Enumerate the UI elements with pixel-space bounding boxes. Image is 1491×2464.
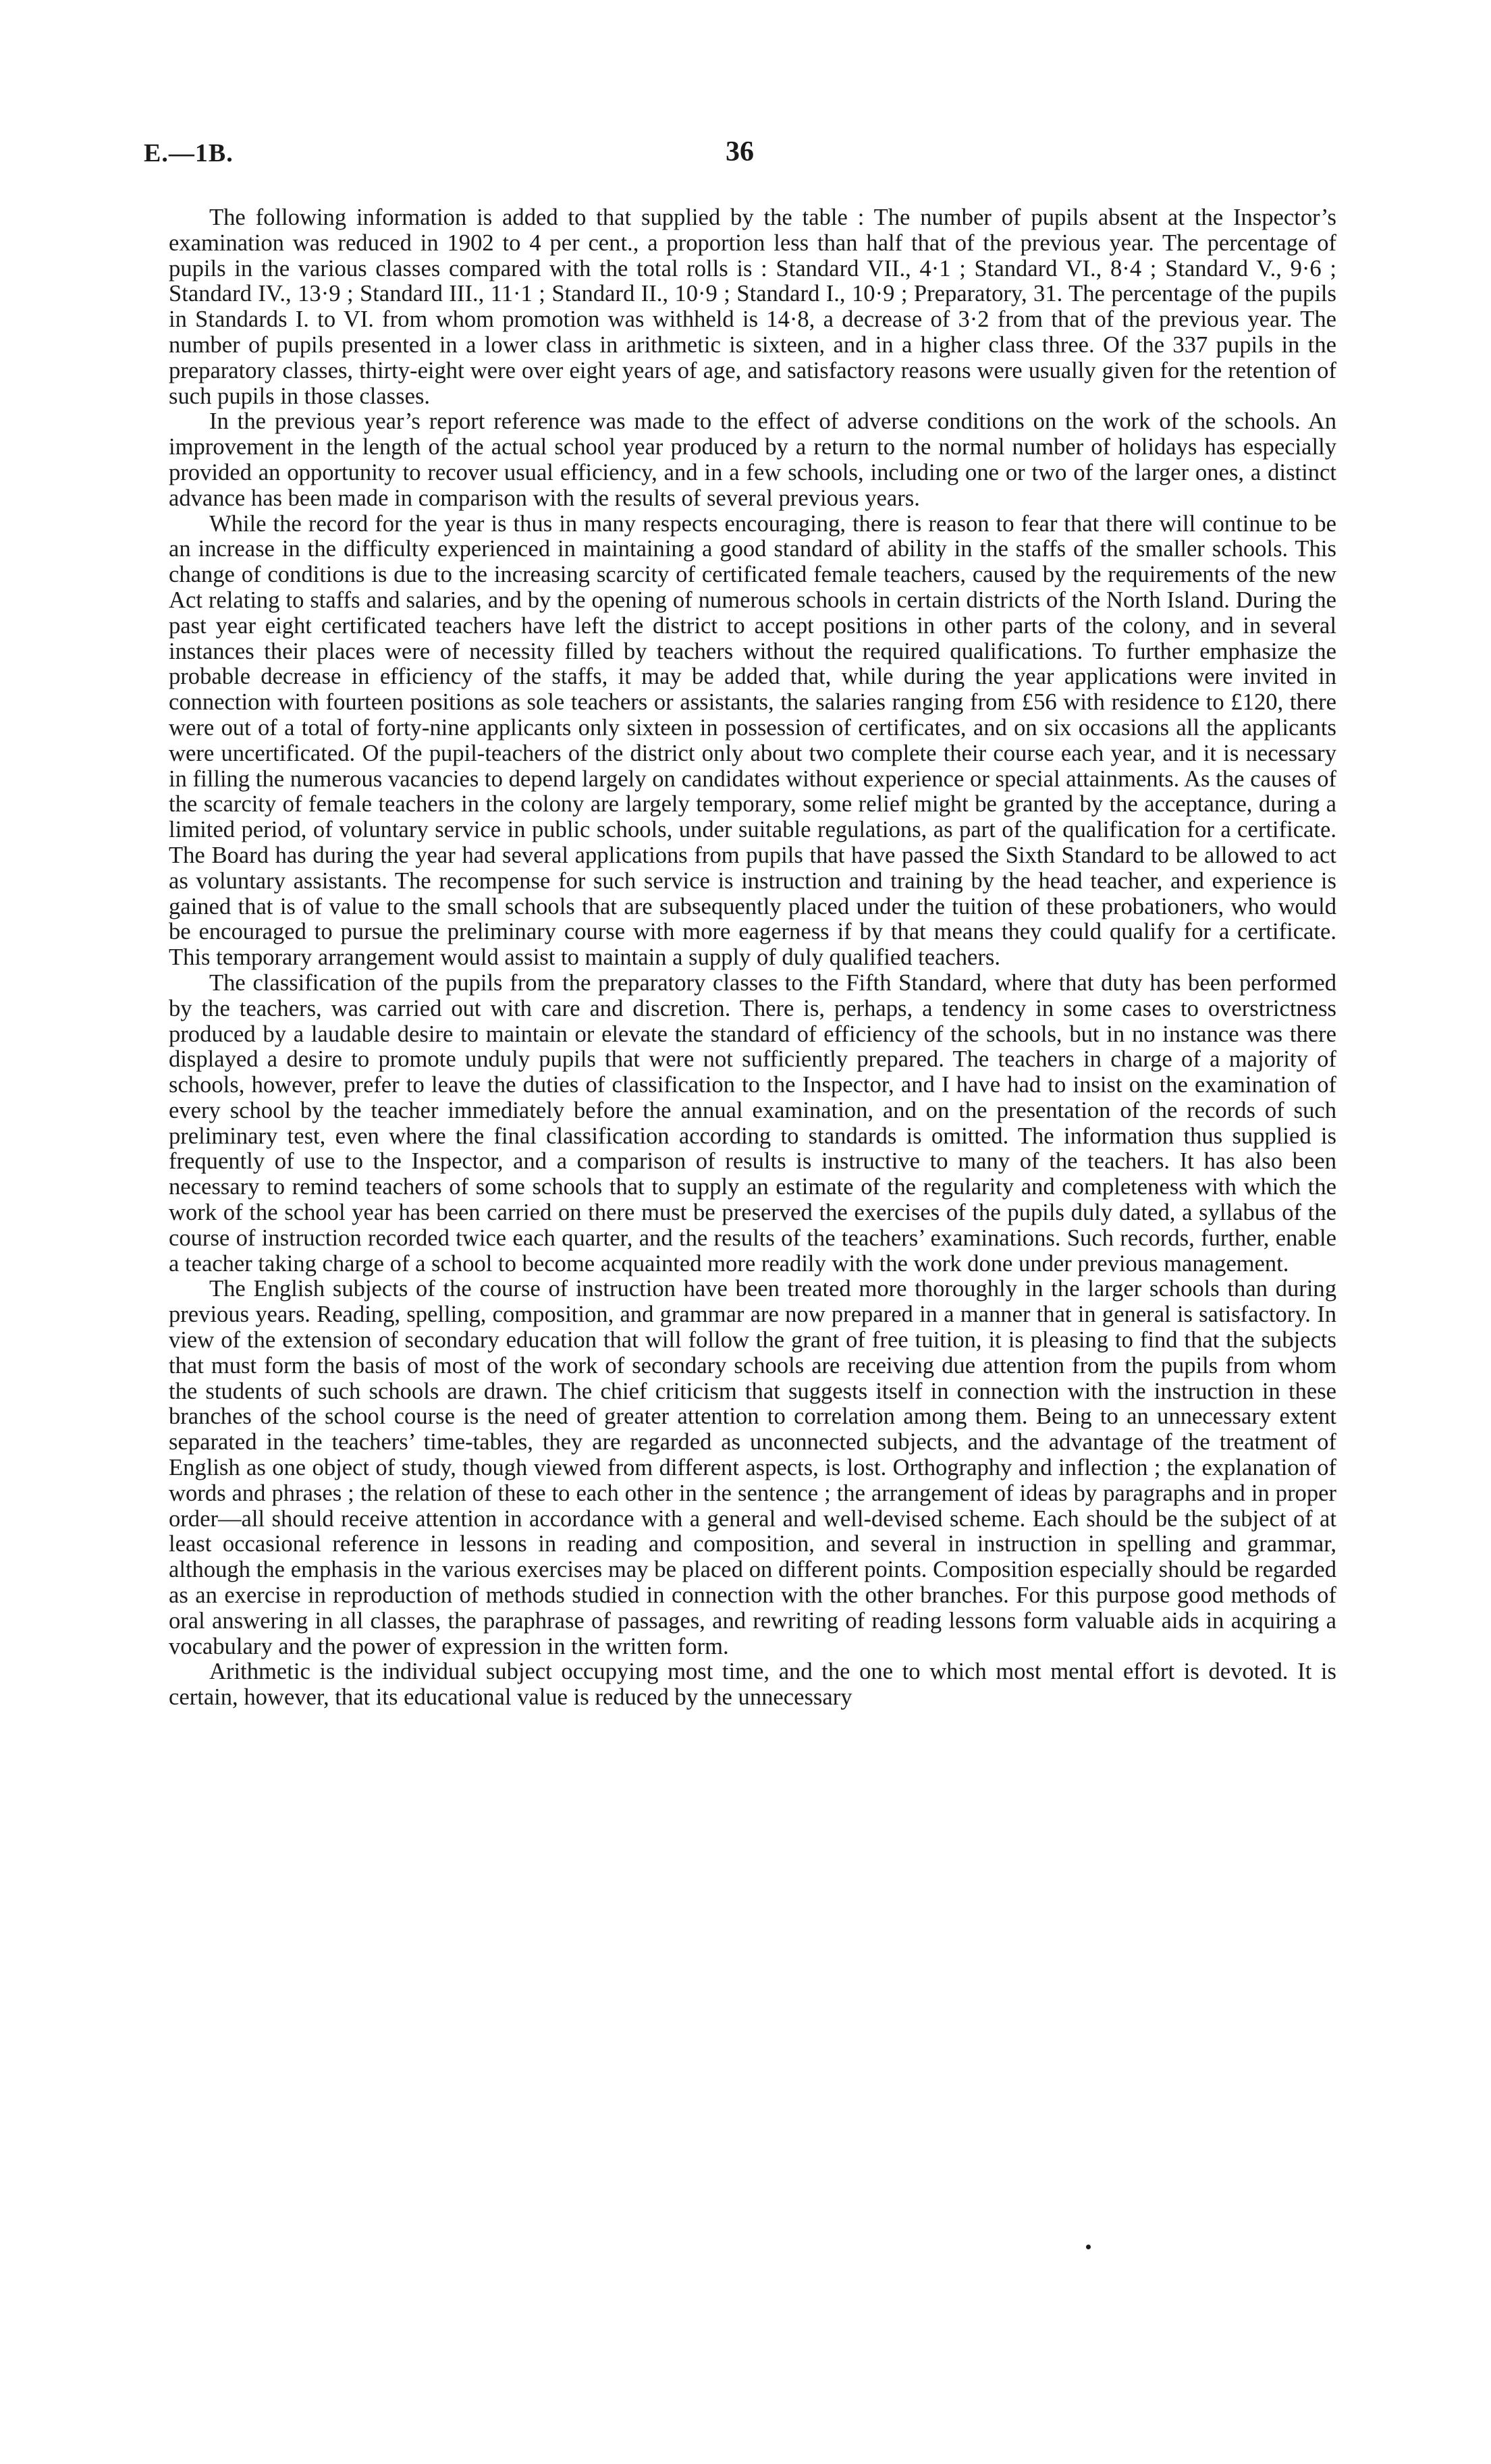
page-header	[138, 138, 1340, 179]
paragraph-english-subjects: The English subjects of the course of instruction have been treated more thoroughly in the larger schools than during previous years. Reading, spelling, composition, and grammar are now prepared in a manner that in general is satisfactory. In view of the extension of secondary education that will follow the grant of free tuition, it is pleasing to find that the subjects that must form the basis of most of the work of secondary schools are receiving due attention from the pupils from whom the students of such schools are drawn. The chief criticism that suggests itself in connection with the instruction in these branches of the school course is the need of greater attention to correlation among them. Being to an unnecessary extent separated in the teachers’ time-tables, they are regarded as unconnected subjects, and the advantage of the treatment of English as one object of study, though viewed from different aspects, is lost. Orthography and inflection ; the explanation of words and phrases ; the relation of these to each other in the sentence ; the arrangement of ideas by paragraphs and in proper order—all should receive attention in accordance with a general and well-devised scheme. Each should be the subject of at least occasional reference in lessons in reading and composition, and several in instruction in spelling and grammar, although the emphasis in the various exercises may be placed on different points. Composition especially should be regarded as an exercise in reproduction of methods studied in connection with the other branches. For this purpose good methods of oral answering in all classes, the paraphrase of passages, and rewriting of reading lessons form valuable aids in acquiring a vocabulary and the power of expression in the written form.	[169, 1276, 1336, 1659]
document-reference: E.—1B.	[144, 139, 234, 167]
page-number: 36	[726, 136, 754, 167]
paragraph-school-year-improvement: In the previous year’s report reference was made to the effect of adverse conditions on the work of the schools. An improvement in the length of the actual school year produced by a return to the normal number of holidays has especially provided an opportunity to recover usual efficiency, and in a few schools, including one or two of the larger ones, a distinct advance has been made in comparison with the results of several previous years.	[169, 408, 1336, 511]
paragraph-absence-statistics: The following information is added to that supplied by the table : The number of pupils absent at the Inspector’s examination was reduced in 1902 to 4 per cent., a proportion less than half that of the previous year. The percentage of pupils in the various classes compared with the total rolls is : Standard VII., 4·1 ; Standard VI., 8·4 ; Standard V., 9·6 ; Standard IV., 13·9 ; Standard III., 11·1 ; Standard II., 10·9 ; Standard I., 10·9 ; Preparatory, 31. The percentage of the pupils in Standards I. to VI. from whom promotion was withheld is 14·8, a decrease of 3·2 from that of the previous year. The number of pupils presented in a lower class in arithmetic is sixteen, and in a higher class three. Of the 337 pupils in the preparatory classes, thirty-eight were over eight years of age, and satisfactory reasons were usually given for the retention of such pupils in those classes.	[169, 205, 1336, 409]
paragraph-teacher-scarcity: While the record for the year is thus in many respects encouraging, there is reason to fear that there will continue to be an increase in the difficulty experienced in maintaining a good standard of ability in the staffs of the smaller schools. This change of conditions is due to the increasing scarcity of certificated female teachers, caused by the requirements of the new Act relating to staffs and salaries, and by the opening of numerous schools in certain districts of the North Island. During the past year eight certificated teachers have left the district to accept positions in other parts of the colony, and in several instances their places were of necessity filled by teachers without the required qualifications. To further emphasize the probable decrease in efficiency of the staffs, it may be added that, while during the year applications were invited in connection with fourteen positions as sole teachers or assistants, the salaries ranging from £56 with residence to £120, there were out of a total of forty-nine applicants only sixteen in possession of certificates, and on six occasions all the applicants were uncertificated. Of the pupil-teachers of the district only about two complete their course each year, and it is necessary in filling the numerous vacancies to depend largely on candidates without experience or special attainments. As the causes of the scarcity of female teachers in the colony are largely temporary, some relief might be granted by the acceptance, during a limited period, of voluntary service in public schools, under suitable regulations, as part of the qualification for a certificate. The Board has during the year had several applications from pupils that have passed the Sixth Standard to be allowed to act as voluntary assistants. The recompense for such service is instruction and training by the head teacher, and experience is gained that is of value to the small schools that are subsequently placed under the tuition of these probationers, who would be encouraged to pursue the preliminary course with more eagerness if by that means they could qualify for a certificate. This temporary arrangement would assist to maintain a supply of duly qualified teachers.	[169, 510, 1336, 971]
paragraph-classification: The classification of the pupils from the preparatory classes to the Fifth Standard, where that duty has been performed by the teachers, was carried out with care and discretion. There is, perhaps, a tendency in some cases to overstrictness produced by a laudable desire to maintain or elevate the standard of efficiency of the schools, but in no instance was there displayed a desire to promote unduly pupils that were not sufficiently prepared. The teachers in charge of a majority of schools, however, prefer to leave the duties of classification to the Inspector, and I have had to insist on the examination of every school by the teacher immediately before the annual examination, and on the presentation of the records of such preliminary test, even where the final classification according to standards is omitted. The information thus supplied is frequently of use to the Inspector, and a comparison of results is instructive to many of the teachers. It has also been necessary to remind teachers of some schools that to supply an estimate of the regularity and completeness with which the work of the school year has been carried on there must be preserved the exercises of the pupils duly dated, a syllabus of the course of instruction recorded twice each quarter, and the results of the teachers’ examinations. Such records, further, enable a teacher taking charge of a school to become acquainted more readily with the work done under previous management.	[169, 969, 1336, 1277]
stray-print-mark	[1086, 2245, 1091, 2249]
body-text	[169, 205, 1336, 1711]
paragraph-arithmetic: Arithmetic is the individual subject occupying most time, and the one to which most mental effort is devoted. It is certain, however, that its educational value is reduced by the unnecessary	[169, 1659, 1336, 1711]
